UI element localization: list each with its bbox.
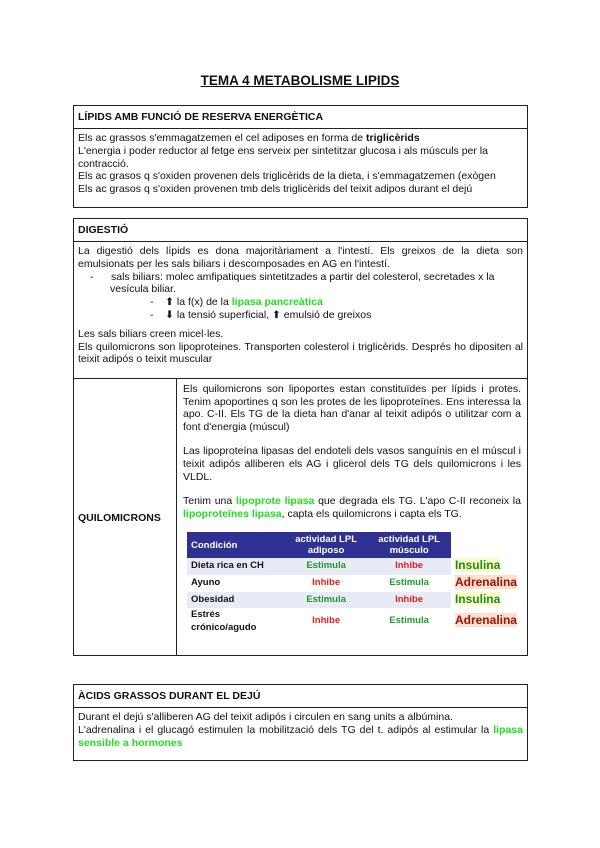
- section-body: [74, 708, 527, 752]
- cell: Estimula: [285, 592, 367, 609]
- line: L'energia i poder reductor al fetge ens serveix per sintetitzar glucosa i als músculs per la contracció.: [78, 144, 488, 170]
- arrow-up-icon: ⬆: [272, 308, 281, 321]
- line: [78, 132, 523, 145]
- table-header: [187, 532, 521, 558]
- highlight: lipasa pancreàtica: [231, 296, 323, 309]
- paragraph: La digestió dels lípids es dona majoritàriament a l'intestí. Els greixos de la dieta son emulsionats per les sals biliars i descomposades en AG en l'intestí.: [78, 245, 523, 270]
- table-row: [187, 558, 521, 575]
- text: , capta els quilomicrons i capta els TG.: [281, 507, 462, 520]
- text: la f(x) de la: [176, 296, 232, 309]
- text: emulsió de greixos: [283, 308, 372, 321]
- cell: Inhibe: [367, 592, 451, 609]
- arrow-down-icon: ⬇: [165, 308, 174, 321]
- text: Tenim una: [183, 495, 236, 508]
- line: [78, 724, 523, 750]
- cell: Estimula: [389, 576, 429, 588]
- hormone: Adrenalina: [454, 613, 517, 628]
- bullet: - sals biliars: molec amfipatiques sintetitzades a partir del colesterol, secretades x la vesícula biliar.: [90, 270, 495, 296]
- table-row: [187, 592, 521, 609]
- highlight: lipoproteïnes lipasa: [183, 507, 282, 520]
- paragraph: [183, 495, 521, 520]
- paragraph: Els quilomicrons son lipoportes estan constituïdes per lípids i protes. Tenim apoportines q son les protes de les lipoproteïnes. Ens interessa la apo. C-II. Els TG de la dieta han d'anar al teixit adipós o utilitzar com a font d'energia (múscul): [183, 383, 521, 433]
- cell: Obesidad: [187, 592, 285, 609]
- line: Els ac grasos q s'oxiden provenen dels triglicèrids de la dieta, i s'emmagatzemen (exògen: [78, 170, 496, 183]
- col-header: Condición: [187, 532, 285, 558]
- paragraph: Les sals biliars creen micel·les.: [78, 327, 224, 340]
- cell: Ayuno: [191, 576, 221, 588]
- text: sals biliars: molec amfipatiques sintetitzades a partir del colesterol, secretades x la vesícula biliar.: [110, 270, 495, 296]
- section-header: LÍPIDS AMB FUNCIÓ DE RESERVA ENERGÈTICA: [74, 106, 527, 129]
- highlight: lipasa sensible a hormones: [78, 723, 523, 749]
- cell: Estimula: [285, 558, 367, 575]
- text: que degrada els TG. L'apo C-II reconeix la: [314, 495, 521, 508]
- lpl-table: [187, 532, 521, 635]
- line: Els ac grasos q s'oxiden provenen tmb dels triglicèrids del teixit adipos durant el dejú: [78, 183, 473, 196]
- hormone: Adrenalina: [454, 574, 517, 589]
- section-digestio: [73, 218, 528, 656]
- section-body: [74, 129, 527, 199]
- section-deju: [73, 684, 528, 761]
- cell: Inhibe: [367, 558, 451, 575]
- hormone: Insulina: [454, 558, 501, 573]
- section-header: DIGESTIÓ: [74, 219, 527, 242]
- row-content: [177, 379, 527, 656]
- section-reserva: [73, 105, 528, 208]
- cell: Estrés crónico/agudo: [191, 609, 257, 633]
- sub-bullet: - ⬆ la f(x) de la lipasa pancreàtica: [150, 296, 323, 309]
- line: Durant el dejú s'alliberen AG del teixit adipós i circulen en sang units a albúmina.: [78, 711, 453, 723]
- table-row: [187, 608, 521, 635]
- col-header: actividad LPL músculo: [367, 532, 451, 558]
- row-label: QUILOMICRONS: [74, 379, 177, 656]
- paragraph: Las lipoproteína lipasas del endoteli dels vasos sanguínis en el múscul i teixit adipós alliberen els AG i glicerol dels TG dels quilomicrons i les VLDL.: [183, 445, 521, 483]
- cell: Inhibe: [312, 615, 341, 627]
- text: Els ac grassos s'emmagatzemen el cel adiposes en forma de: [78, 132, 366, 144]
- table-row: [187, 575, 521, 592]
- highlight: lipoprote lipasa: [235, 495, 315, 508]
- col-header: actividad LPL adiposo: [285, 532, 367, 558]
- sub-bullet: - ⬇ la tensió superficial, ⬆ emulsió de greixos: [150, 308, 372, 321]
- text: L'adrenalina i el glucagó estimulen la mobilització dels TG del t. adipós al estimular la: [78, 723, 494, 736]
- quilomicrons-row: [74, 378, 527, 656]
- section-body: [74, 242, 527, 378]
- page-title: TEMA 4 METABOLISME LIPIDS: [200, 73, 400, 88]
- cell: Estimula: [389, 615, 429, 627]
- paragraph: Els quilomicrons son lipoproteines. Transporten colesterol i triglicèrids. Després ho dipositen al teixit adipós o teixit muscular: [78, 340, 523, 366]
- cell: Dieta rica en CH: [187, 558, 285, 575]
- hormone: Insulina: [454, 591, 501, 606]
- cell: Inhibe: [312, 576, 341, 588]
- section-header: ÀCIDS GRASSOS DURANT EL DEJÚ: [74, 685, 527, 708]
- text: la tensió superficial,: [176, 308, 273, 321]
- bold-term: triglicèrids: [365, 132, 420, 144]
- arrow-up-icon: ⬆: [165, 296, 174, 309]
